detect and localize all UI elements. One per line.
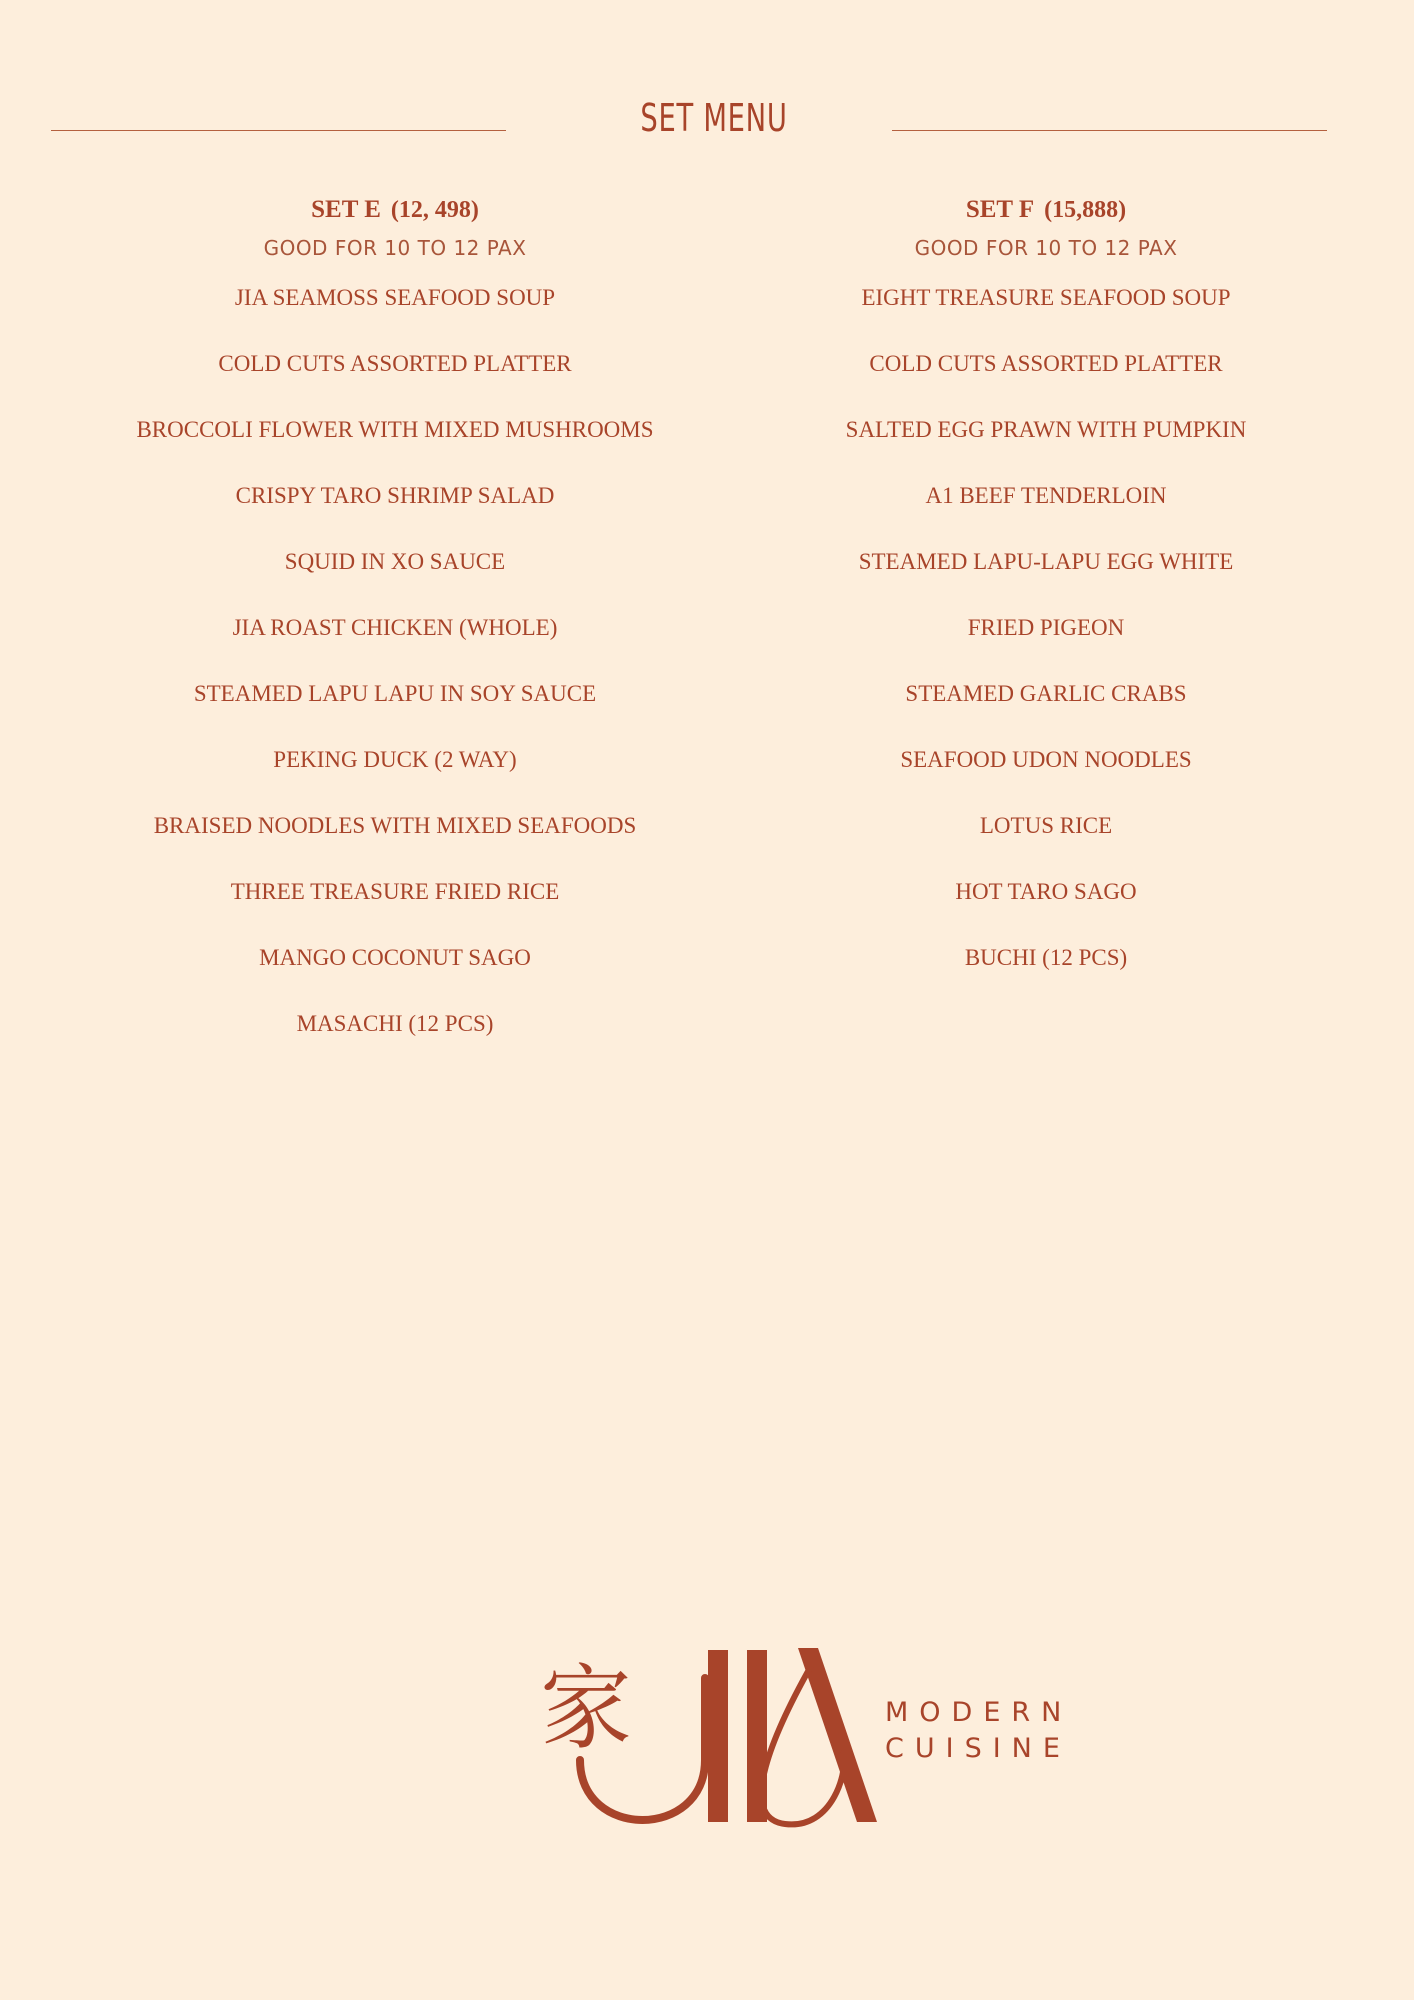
set-e-column — [75, 190, 715, 1070]
menu-item: MASACHI (12 PCS) — [296, 1011, 494, 1036]
set-e-name: SET E — [311, 196, 381, 223]
menu-item: PEKING DUCK (2 WAY) — [273, 747, 517, 772]
set-f-price: (15,888) — [1044, 197, 1127, 223]
menu-item: STEAMED LAPU-LAPU EGG WHITE — [858, 549, 1234, 574]
set-e-pax: GOOD FOR 10 TO 12 PAX — [263, 236, 527, 260]
menu-item: SALTED EGG PRAWN WITH PUMPKIN — [845, 417, 1247, 442]
menu-item: BUCHI (12 PCS) — [964, 945, 1128, 970]
menu-item: JIA ROAST CHICKEN (WHOLE) — [232, 615, 558, 640]
page-title: SET MENU — [640, 96, 788, 140]
menu-item: SEAFOOD UDON NOODLES — [900, 747, 1192, 772]
logo-j-stem — [708, 1650, 728, 1822]
set-e-heading — [75, 190, 715, 230]
menu-item: CRISPY TARO SHRIMP SALAD — [235, 483, 555, 508]
set-e-item-list — [75, 278, 715, 1070]
menu-item: SQUID IN XO SAUCE — [284, 549, 506, 574]
menu-item: STEAMED LAPU LAPU IN SOY SAUCE — [193, 681, 597, 706]
menu-item: FRIED PIGEON — [967, 615, 1125, 640]
menu-item: BRAISED NOODLES WITH MIXED SEAFOODS — [153, 813, 637, 838]
set-f-item-list — [726, 278, 1366, 1004]
menu-item: EIGHT TREASURE SEAFOOD SOUP — [861, 285, 1231, 310]
menu-item: LOTUS RICE — [979, 813, 1113, 838]
set-f-name: SET F — [965, 196, 1035, 223]
menu-item: HOT TARO SAGO — [955, 879, 1137, 904]
menu-item: THREE TREASURE FRIED RICE — [230, 879, 560, 904]
set-f-pax: GOOD FOR 10 TO 12 PAX — [914, 236, 1178, 260]
menu-item: BROCCOLI FLOWER WITH MIXED MUSHROOMS — [136, 417, 654, 442]
brand-line-modern: MODERN — [885, 1697, 1073, 1728]
jia-chinese-character: 家 — [540, 1655, 633, 1762]
menu-item: COLD CUTS ASSORTED PLATTER — [869, 351, 1223, 376]
menu-item: MANGO COCONUT SAGO — [259, 945, 531, 970]
set-f-heading — [726, 190, 1366, 230]
menu-item: A1 BEEF TENDERLOIN — [925, 483, 1167, 508]
menu-item: JIA SEAMOSS SEAFOOD SOUP — [234, 285, 556, 310]
menu-item: COLD CUTS ASSORTED PLATTER — [218, 351, 572, 376]
set-e-price: (12, 498) — [390, 197, 479, 223]
brand-line-cuisine: CUISINE — [885, 1733, 1071, 1764]
menu-item: STEAMED GARLIC CRABS — [905, 681, 1187, 706]
set-f-column — [726, 190, 1366, 1004]
